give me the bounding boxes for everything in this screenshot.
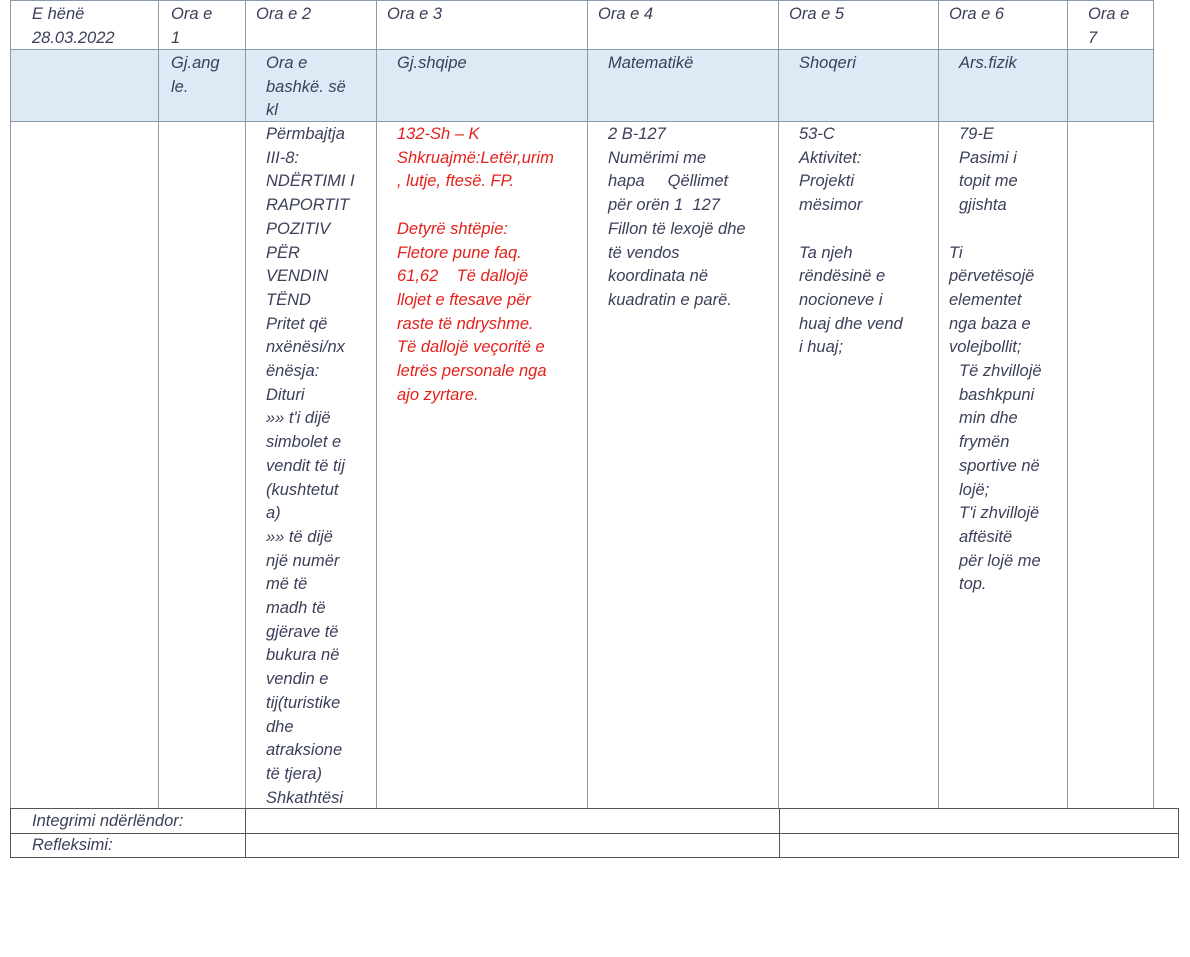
text-line: Gj.ang [171,54,220,72]
text-line: Ars.fizik [959,54,1017,72]
text-line: raste të ndryshme. [397,314,534,333]
text-line: gjishta [959,196,1007,215]
text-line: VENDIN [266,267,329,286]
text-line: top. [959,575,987,594]
hour-4-header [587,0,779,50]
text-line: dhe [266,717,294,736]
text-line: Ora e [171,5,213,23]
text-line: kuadratin e parë. [608,290,732,309]
text-line: të vendos [608,243,680,262]
text-line: Të dallojë veçoritë e [397,338,545,357]
subject-1 [158,49,246,122]
text-line: , lutje, ftesë. FP. [397,172,515,191]
text-line: të tjera) [266,764,322,783]
text-line: rëndësinë e [799,267,886,286]
text-line: Integrimi ndërlëndor: [32,812,184,830]
text-line: simbolet e [266,433,342,452]
text-line: i huaj; [799,338,844,357]
text-line: 61,62 Të dallojë [397,267,529,286]
subject-3 [376,49,588,122]
text-line: Refleksimi: [32,836,113,854]
text-line: Shoqeri [799,54,856,72]
text-line: 7 [1088,28,1098,47]
text-line: aftësitë [959,527,1013,546]
subject-row-label [10,49,159,122]
refleksimi-label [10,833,246,858]
text-line: TËND [266,290,311,309]
content-hour-2 [245,121,377,809]
text-line: ajo zyrtare. [397,385,479,404]
day-date-cell [10,0,159,50]
text-line: topit me [959,172,1018,191]
text-line: një numër [266,551,340,570]
text-line: 53-C [799,125,835,143]
text-line: për orën 1 127 [608,196,720,215]
text-line: Ora e 4 [598,5,654,23]
text-line: përvetësojë [949,267,1035,286]
text-line: Përmbajtja [266,125,345,143]
subject-7 [1067,49,1154,122]
text-line: vendin e [266,670,329,689]
text-line: Pritet që [266,314,328,333]
text-line: 1 [171,28,181,47]
text-line: III-8: [266,148,300,167]
text-line: elementet [949,290,1022,309]
text-line: 132-Sh – K [397,125,480,143]
content-hour-6 [938,121,1068,809]
text-line: Detyrë shtëpie: [397,219,508,238]
hour-2-header [245,0,377,50]
text-line: koordinata në [608,267,708,286]
text-line: volejbollit; [949,338,1022,357]
hour-1-header [158,0,246,50]
text-line: nocioneve i [799,290,883,309]
text-line: Fletore pune faq. [397,243,522,262]
text-line: bukura në [266,646,340,665]
text-line: NDËRTIMI I [266,172,355,191]
text-line: a) [266,504,281,523]
text-line: PËR [266,243,300,262]
text-line: Ta njeh [799,243,853,262]
text-line: Ora e 3 [387,5,443,23]
text-line: RAPORTIT [266,196,350,215]
text-line: Ora e [1088,5,1130,23]
text-line: sportive në [959,456,1040,475]
text-line: gjërave të [266,622,339,641]
hour-5-header [778,0,939,50]
refleksimi-cell-b [779,833,1179,858]
text-line: Projekti [799,172,855,191]
text-line: llojet e ftesave për [397,290,531,309]
text-line: lojë; [959,480,990,499]
text-line: (kushtetut [266,480,339,499]
text-line: min dhe [959,409,1018,428]
text-line: Të zhvillojë [959,362,1042,381]
text-line: Dituri [266,385,305,404]
text-line: më të [266,575,308,594]
text-line: nxënësi/nx [266,338,345,357]
content-hour-7 [1067,121,1154,809]
text-line: »» t'i dijë [266,409,331,428]
refleksimi-cell-a [245,833,780,858]
text-line: bashkpuni [959,385,1035,404]
text-line: Fillon të lexojë dhe [608,219,746,238]
content-hour-1 [158,121,246,809]
text-line: mësimor [799,196,863,215]
text-line: 79-E [959,125,994,143]
text-line: kl [266,101,278,120]
text-line: huaj dhe vend [799,314,903,333]
hour-7-header [1067,0,1154,50]
integrimi-cell-b [779,808,1179,834]
integrimi-cell-a [245,808,780,834]
text-line: për lojë me [959,551,1041,570]
hour-6-header [938,0,1068,50]
integrimi-label [10,808,246,834]
text-line: atraksione [266,741,343,760]
text-line: Pasimi i [959,148,1017,167]
text-line: Shkathtësi [266,788,344,807]
subject-2 [245,49,377,122]
text-line: Ora e 2 [256,5,312,23]
content-hour-4 [587,121,779,809]
text-line: hapa Qëllimet [608,172,729,191]
hour-3-header [376,0,588,50]
date-label: 28.03.2022 [32,28,115,47]
text-line: Ora e 6 [949,5,1005,23]
text-line: Gj.shqipe [397,54,467,72]
subject-4 [587,49,779,122]
text-line: ënësja: [266,362,320,381]
text-line: Aktivitet: [799,148,862,167]
text-line: Ora e 5 [789,5,845,23]
text-line: vendit të tij [266,456,345,475]
text-line: Ti [949,243,963,262]
text-line: Matematikë [608,54,694,72]
text-line: tij(turistike [266,693,341,712]
text-line: Ora e [266,54,308,72]
text-line: T'i zhvillojë [959,504,1040,523]
text-line: 2 B-127 [608,125,666,143]
day-label: E hënë [32,5,85,23]
text-line: POZITIV [266,219,331,238]
content-hour-5 [778,121,939,809]
text-line: bashkë. së [266,77,346,96]
content-day-col [10,121,159,809]
text-line: Shkruajmë:Letër,urim [397,148,554,167]
text-line: Numërimi me [608,148,707,167]
text-line: madh të [266,599,326,618]
text-line: »» të dijë [266,527,333,546]
text-line: nga baza e [949,314,1031,333]
text-line: frymën [959,433,1010,452]
text-line: le. [171,77,189,96]
content-hour-3 [376,121,588,809]
text-line: letrës personale nga [397,362,547,381]
subject-5 [778,49,939,122]
subject-6 [938,49,1068,122]
